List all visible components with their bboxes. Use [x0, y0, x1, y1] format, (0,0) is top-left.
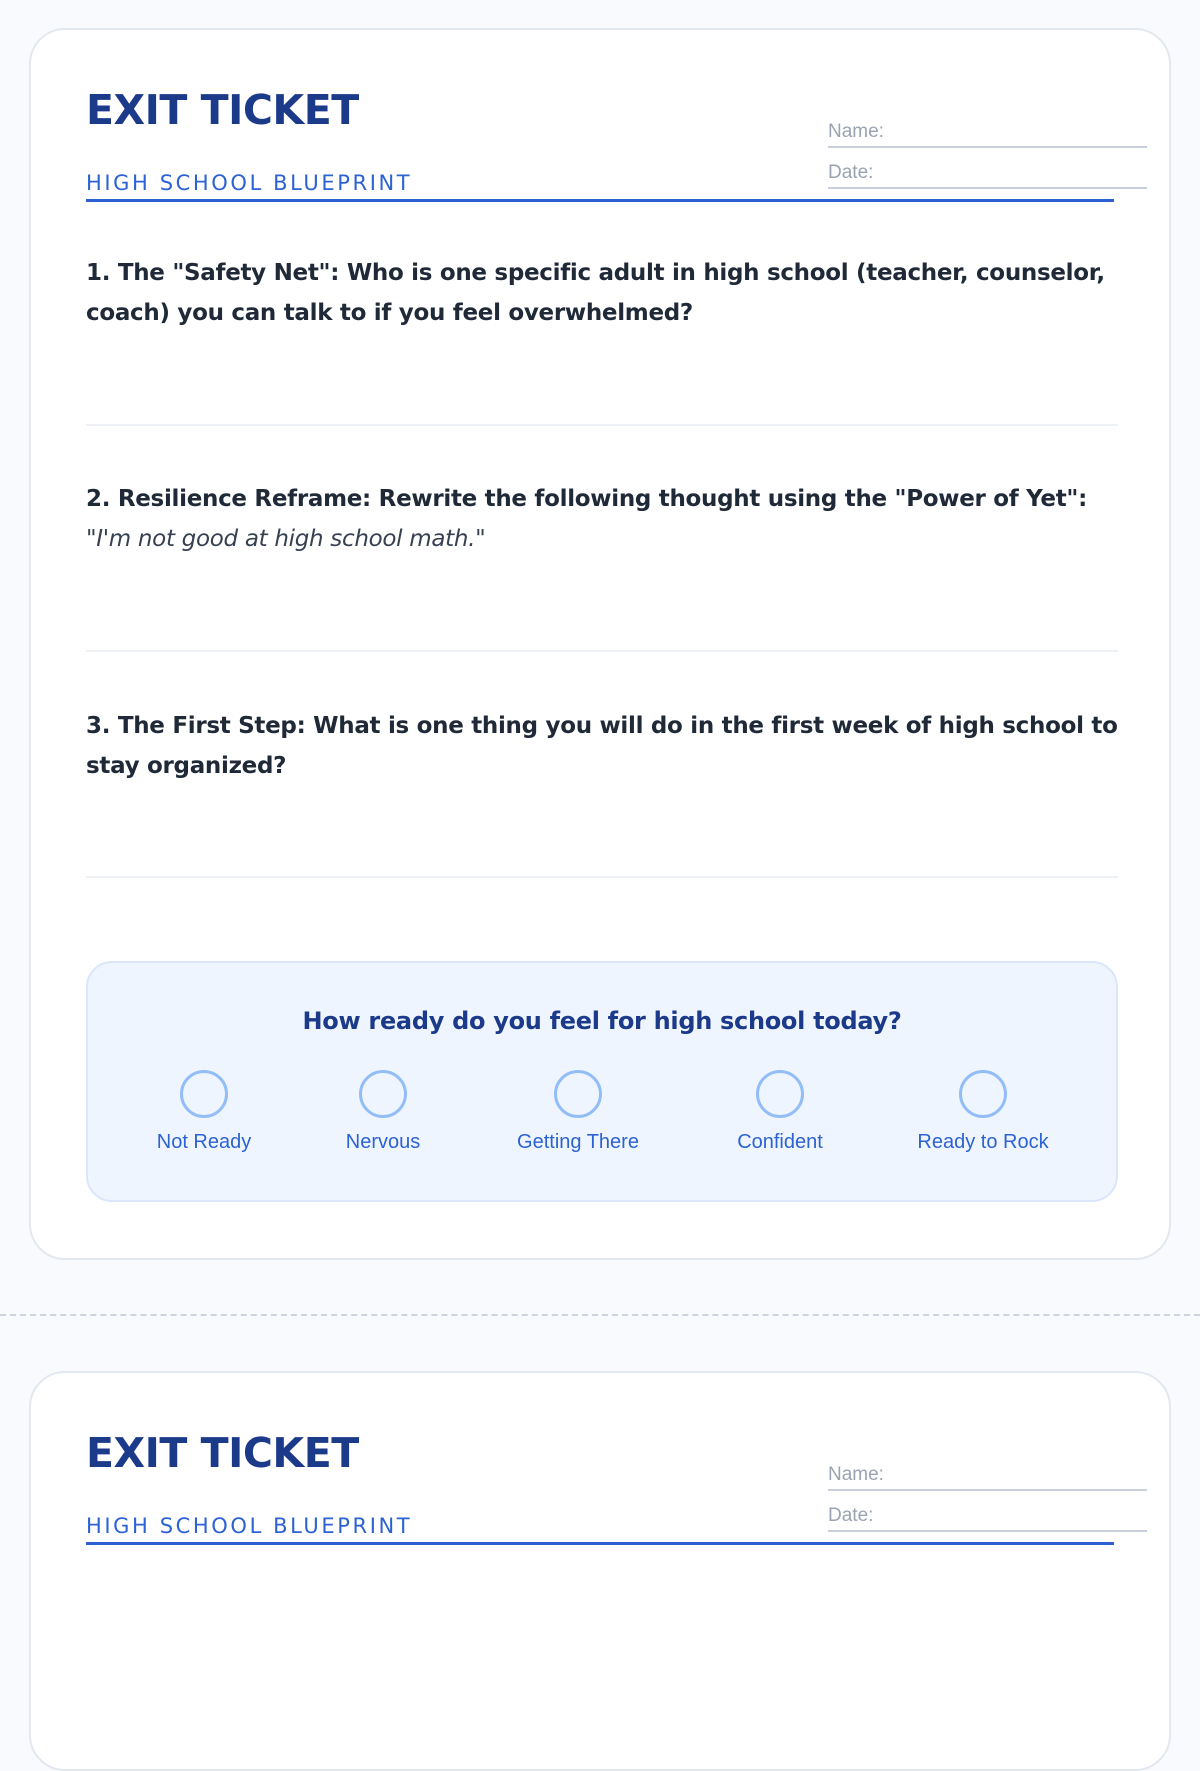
cut-line-divider — [0, 1314, 1200, 1316]
radio-circle-icon[interactable] — [180, 1070, 228, 1118]
radio-circle-icon[interactable] — [554, 1070, 602, 1118]
name-field[interactable] — [828, 1463, 1147, 1491]
ticket-subtitle: HIGH SCHOOL BLUEPRINT — [86, 1514, 413, 1538]
ticket-subtitle: HIGH SCHOOL BLUEPRINT — [86, 171, 413, 195]
readiness-question: How ready do you feel for high school today? — [302, 1007, 902, 1035]
answer-line-3[interactable] — [86, 876, 1118, 878]
date-label: Date: — [828, 1505, 874, 1526]
answer-line-2[interactable] — [86, 650, 1118, 652]
exit-ticket-card-2 — [29, 1371, 1171, 1771]
ticket-title: EXIT TICKET — [86, 86, 359, 134]
exit-ticket-card — [29, 28, 1171, 1260]
readiness-option-getting-there[interactable] — [478, 1070, 678, 1154]
ticket-header — [86, 85, 1114, 202]
readiness-option-not-ready[interactable] — [104, 1070, 304, 1154]
readiness-option-label: Ready to Rock — [917, 1131, 1049, 1153]
readiness-option-label: Confident — [737, 1131, 823, 1153]
name-field[interactable] — [828, 120, 1147, 148]
readiness-option-label: Not Ready — [156, 1131, 252, 1153]
date-field[interactable] — [828, 1504, 1147, 1532]
radio-circle-icon[interactable] — [359, 1070, 407, 1118]
name-label: Name: — [828, 1464, 884, 1485]
question-2-text: 2. Resilience Reframe: Rewrite the following thought using the "Power of Yet": — [86, 486, 1087, 512]
question-2-quote: "I'm not good at high school math." — [86, 526, 486, 552]
radio-circle-icon[interactable] — [756, 1070, 804, 1118]
readiness-option-ready-to-rock[interactable] — [883, 1070, 1083, 1154]
date-field[interactable] — [828, 161, 1147, 189]
readiness-panel — [86, 961, 1118, 1202]
readiness-option-label: Getting There — [517, 1131, 639, 1153]
ticket-title: EXIT TICKET — [86, 1429, 359, 1477]
name-label: Name: — [828, 121, 884, 142]
readiness-option-confident[interactable] — [680, 1070, 880, 1154]
date-label: Date: — [828, 162, 874, 183]
question-3: 3. The First Step: What is one thing you will do in the first week of high school to stay organized? — [86, 713, 1118, 779]
question-1: 1. The "Safety Net": Who is one specific adult in high school (teacher, counselor, coach) you can talk to if you feel overwhelmed? — [86, 260, 1105, 326]
radio-circle-icon[interactable] — [959, 1070, 1007, 1118]
readiness-option-nervous[interactable] — [283, 1070, 483, 1154]
ticket-header — [86, 1428, 1114, 1545]
readiness-option-label: Nervous — [345, 1131, 421, 1153]
answer-line-1[interactable] — [86, 424, 1118, 426]
question-2 — [86, 479, 1126, 559]
